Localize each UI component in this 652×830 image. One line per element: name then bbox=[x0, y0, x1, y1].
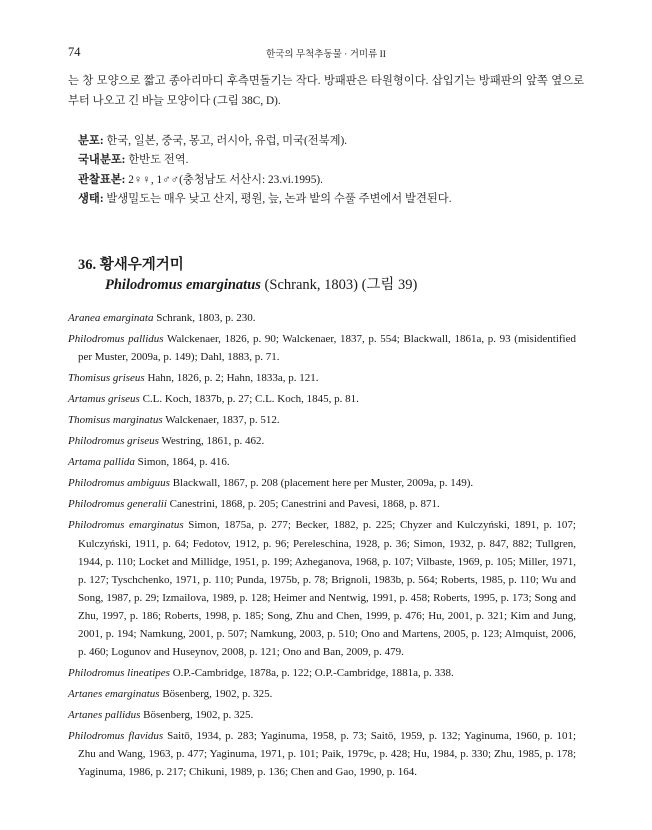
running-title: 한국의 무척추동물 · 거미류 II bbox=[266, 50, 386, 60]
species-heading-line1 bbox=[78, 255, 588, 275]
synonym-name: Aranea emarginata bbox=[68, 312, 154, 324]
species-heading-line2 bbox=[78, 275, 588, 295]
distribution-line: 분포: 한국, 일본, 중국, 몽고, 러시아, 유럽, 미국(전북계). bbox=[78, 135, 348, 147]
domestic-distribution-value: 한반도 전역. bbox=[128, 154, 189, 167]
synonym-name: Artanes pallidus bbox=[68, 708, 141, 721]
synonym-name: Philodromus emarginatus bbox=[68, 519, 184, 532]
synonym-name: Philodromus lineatipes bbox=[68, 666, 170, 679]
synonym-name: Artama pallida bbox=[68, 456, 135, 469]
species-author: (Schrank, 1803) bbox=[264, 277, 358, 293]
species-figure-ref: (그림 39) bbox=[361, 277, 418, 293]
ecology-label: 생태 bbox=[78, 192, 100, 205]
synonym-entry bbox=[68, 411, 576, 429]
synonym-entry bbox=[68, 390, 576, 408]
species-korean-name: 황새우게거미 bbox=[99, 257, 184, 273]
ecology-value: 발생밀도는 매우 낮고 산지, 평원, 늪, 논과 밭의 수풀 주변에서 발견된다. bbox=[106, 192, 452, 205]
synonym-references: Simon, 1864, p. 416. bbox=[137, 456, 230, 469]
synonym-references: Canestrini, 1868, p. 205; Canestrini and Pavesi, 1868, p. 871. bbox=[169, 498, 440, 511]
specimen-line: 관찰표본: 2♀♀, 1♂♂(충청남도 서산시: 23.vi.1995). bbox=[78, 173, 323, 186]
synonym-references: Bösenberg, 1902, p. 325. bbox=[143, 708, 254, 721]
species-scientific-name: Philodromus emarginatus bbox=[105, 277, 261, 293]
distribution-value: 한국, 일본, 중국, 몽고, 러시아, 유럽, 미국(전북계). bbox=[106, 135, 348, 147]
synonym-name: Thomisus griseus bbox=[68, 372, 145, 385]
synonym-name: Thomisus marginatus bbox=[68, 414, 163, 427]
synonym-name: Artamus griseus bbox=[68, 393, 140, 406]
synonym-entry bbox=[68, 453, 576, 471]
synonym-name: Philodromus pallidus bbox=[68, 333, 164, 346]
page-header bbox=[68, 45, 584, 63]
distribution-block bbox=[78, 132, 584, 209]
synonym-entry bbox=[68, 706, 576, 724]
synonym-references: Saitō, 1934, p. 283; Yaginuma, 1958, p. 73; Saitō, 1959, p. 132; Yaginuma, 1960, p. 101; Zhu and Wang, 1963, p. 477; Yaginuma, 1971, p. 101; Paik, 1979c, p. 428; Hu, 1984, p. 330; Zhu, 1985, p. 178; Yaginuma, 1986, p. 217; Chikuni, 1989, p. 136; Chen and Gao, 1990, p. 164. bbox=[78, 729, 576, 779]
synonym-name: Artanes emarginatus bbox=[68, 687, 160, 700]
synonym-references: Walckenaer, 1826, p. 90; Walckenaer, 1837, p. 554; Blackwall, 1861a, p. 93 (misidentified per Muster, 2009a, p. 149); Dahl, 1883, p. 71. bbox=[78, 333, 576, 364]
synonym-entry bbox=[68, 495, 576, 513]
synonym-entry bbox=[68, 474, 576, 492]
synonym-name: Philodromus flavidus bbox=[68, 729, 164, 742]
synonym-entry bbox=[68, 516, 576, 660]
synonym-references: Bösenberg, 1902, p. 325. bbox=[162, 687, 273, 700]
distribution-label: 분포 bbox=[78, 135, 100, 147]
specimen-value: 2♀♀, 1♂♂(충청남도 서산시: 23.vi.1995). bbox=[128, 173, 323, 186]
synonym-entry bbox=[68, 309, 576, 327]
page-number: 74 bbox=[68, 45, 81, 59]
synonym-entry bbox=[68, 664, 576, 682]
synonym-entry bbox=[68, 369, 576, 387]
synonym-references: C.L. Koch, 1837b, p. 27; C.L. Koch, 1845, p. 81. bbox=[142, 393, 359, 406]
synonym-name: Philodromus generalii bbox=[68, 498, 167, 511]
synonym-name: Philodromus griseus bbox=[68, 435, 159, 448]
synonymy-list bbox=[68, 309, 576, 784]
specimen-label: 관찰표본 bbox=[78, 173, 122, 186]
synonym-name: Philodromus ambiguus bbox=[68, 477, 170, 490]
synonym-references: Blackwall, 1867, p. 208 (placement here per Muster, 2009a, p. 149). bbox=[172, 477, 474, 490]
description-paragraph: 는 창 모양으로 짧고 종아리마디 후측면돌기는 작다. 방패판은 타원형이다. 삽입기는 방패판의 앞쪽 옆으로부터 나오고 긴 바늘 모양이다 (그림 38C, D). bbox=[68, 75, 584, 107]
synonym-references: Hahn, 1826, p. 2; Hahn, 1833a, p. 121. bbox=[147, 372, 319, 385]
synonym-references: Simon, 1875a, p. 277; Becker, 1882, p. 225; Chyzer and Kulczyński, 1891, p. 107; Kulczyński, 1911, p. 64; Fedotov, 1912, p. 96; Pereleschina, 1928, p. 36; Simon, 1932, p. 847, 882; Tullgren, 1944, p. 110; Locket and Millidge, 1951, p. 199; Azheganova, 1968, p. 107; Vilbaste, 1969, p. 105; Miller, 1971, p. 127; Tyschchenko, 1971, p. 110; Punda, 1975b, p. 78; Brignoli, 1983b, p. 564; Roberts, 1985, p. 110; Wu and Song, 1987, p. 29; Izmailova, 1989, p. 128; Heimer and Nentwig, 1991, p. 458; Roberts, 1995, p. 173; Song and Zhu, 1997, p. 186; Roberts, 1998, p. 185; Song, Zhu and Chen, 1999, p. 476; Hu, 2001, p. 321; Kim and Jung, 2001, p. 194; Namkung, 2001, p. 507; Namkung, 2003, p. 510; Ono and Martens, 2005, p. 123; Almquist, 2006, p. 460; Logunov and Huseynov, 2008, p. 121; Ono and Ban, 2009, p. 479. bbox=[78, 519, 576, 658]
synonym-entry bbox=[68, 330, 576, 366]
synonym-references: Walckenaer, 1837, p. 512. bbox=[165, 414, 280, 427]
domestic-distribution-label: 국내분포 bbox=[78, 154, 122, 167]
synonym-entry bbox=[68, 432, 576, 450]
synonym-entry bbox=[68, 727, 576, 781]
domestic-distribution-line: 국내분포: 한반도 전역. bbox=[78, 154, 189, 167]
synonym-references: O.P.-Cambridge, 1878a, p. 122; O.P.-Cambridge, 1881a, p. 338. bbox=[172, 666, 454, 679]
species-number: 36. bbox=[78, 257, 97, 273]
synonym-references: Westring, 1861, p. 462. bbox=[161, 435, 265, 448]
synonym-entry bbox=[68, 685, 576, 703]
species-heading bbox=[78, 255, 588, 295]
ecology-line: 생태: 발생밀도는 매우 낮고 산지, 평원, 늪, 논과 밭의 수풀 주변에서 발견된다. bbox=[78, 192, 452, 205]
synonym-references: Schrank, 1803, p. 230. bbox=[156, 312, 256, 324]
